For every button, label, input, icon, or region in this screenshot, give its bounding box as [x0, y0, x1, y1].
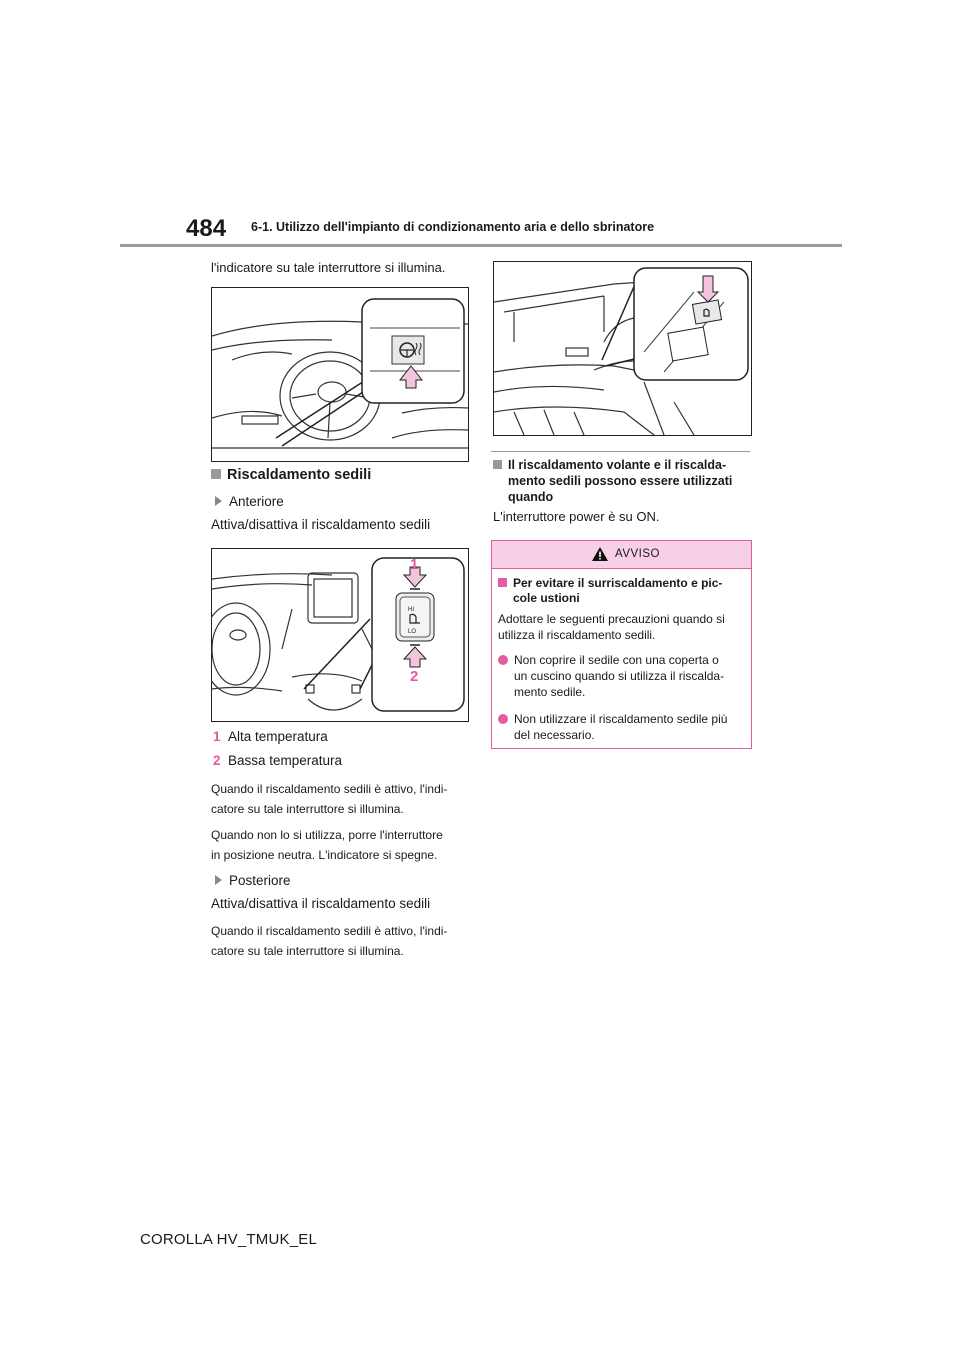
triangle-bullet-icon	[215, 496, 222, 506]
figure-steering-heater	[211, 287, 469, 462]
para1-line1: Quando il riscaldamento sedili è attivo, l'indi-	[211, 782, 448, 796]
footer-model: COROLLA HV_TMUK_EL	[140, 1231, 317, 1248]
usage-text: L'interruttore power è su ON.	[493, 509, 660, 524]
para2-line2: in posizione neutra. L'indicatore si spegne.	[211, 848, 438, 862]
front-action: Attiva/disattiva il riscaldamento sedili	[211, 517, 431, 532]
square-bullet-icon	[498, 578, 507, 587]
list-item: 2 Bassa temperatura	[213, 753, 343, 768]
warning-box	[491, 540, 752, 749]
circle-bullet-icon	[498, 714, 508, 724]
callout-num-2: 2	[410, 668, 419, 685]
list-item: 1 Alta temperatura	[213, 729, 328, 744]
figure-rear-seat-heater	[493, 261, 752, 436]
lo-label: LO	[408, 629, 417, 635]
square-bullet-icon	[493, 460, 502, 469]
warning-text: Adottare le seguenti precauzioni quando si utilizza il riscaldamento sedili.	[498, 612, 725, 642]
seat-heating-heading: Riscaldamento sedili	[211, 467, 371, 483]
front-seat-heater-illustration	[212, 549, 468, 721]
rear-label: Posteriore	[215, 871, 291, 890]
para3-line2: catore su tale interruttore si illumina.	[211, 944, 404, 958]
warning-title: Per evitare il surriscaldamento e pic- cole ustioni	[498, 576, 722, 606]
hi-label: HI	[408, 607, 414, 613]
warning-label: AVVISO	[615, 548, 660, 560]
front-label: Anteriore	[215, 492, 284, 511]
intro-text: l'indicatore su tale interruttore si illumina.	[211, 260, 446, 275]
figure-front-seat-heater	[211, 548, 469, 722]
warning-bullet: Non utilizzare il riscaldamento sedile più del necessario.	[498, 711, 727, 743]
callout-num-1: 1	[410, 556, 419, 573]
section-title: 6-1. Utilizzo dell'impianto di condizionamento aria e dello sbrinatore	[251, 220, 655, 234]
header-rule	[120, 244, 842, 247]
usage-heading: Il riscaldamento volante e il riscalda- mento sedili possono essere utilizzati quando	[493, 457, 732, 505]
triangle-bullet-icon	[215, 875, 222, 885]
circle-bullet-icon	[498, 655, 508, 665]
warning-header	[492, 541, 751, 569]
para1-line2: catore su tale interruttore si illumina.	[211, 802, 404, 816]
steering-heater-illustration	[212, 288, 468, 461]
para3-line1: Quando il riscaldamento sedili è attivo, l'indi-	[211, 924, 448, 938]
page-number: 484	[186, 215, 227, 242]
rear-action: Attiva/disattiva il riscaldamento sedili	[211, 896, 431, 911]
warning-triangle-icon	[591, 546, 609, 562]
para2-line1: Quando non lo si utilizza, porre l'interruttore	[211, 828, 443, 842]
square-bullet-icon	[211, 469, 221, 479]
warning-bullet: Non coprire il sedile con una coperta o un cuscino quando si utilizza il riscalda- mento sedile.	[498, 652, 724, 700]
rear-seat-heater-illustration	[494, 262, 751, 435]
separator	[491, 451, 750, 452]
